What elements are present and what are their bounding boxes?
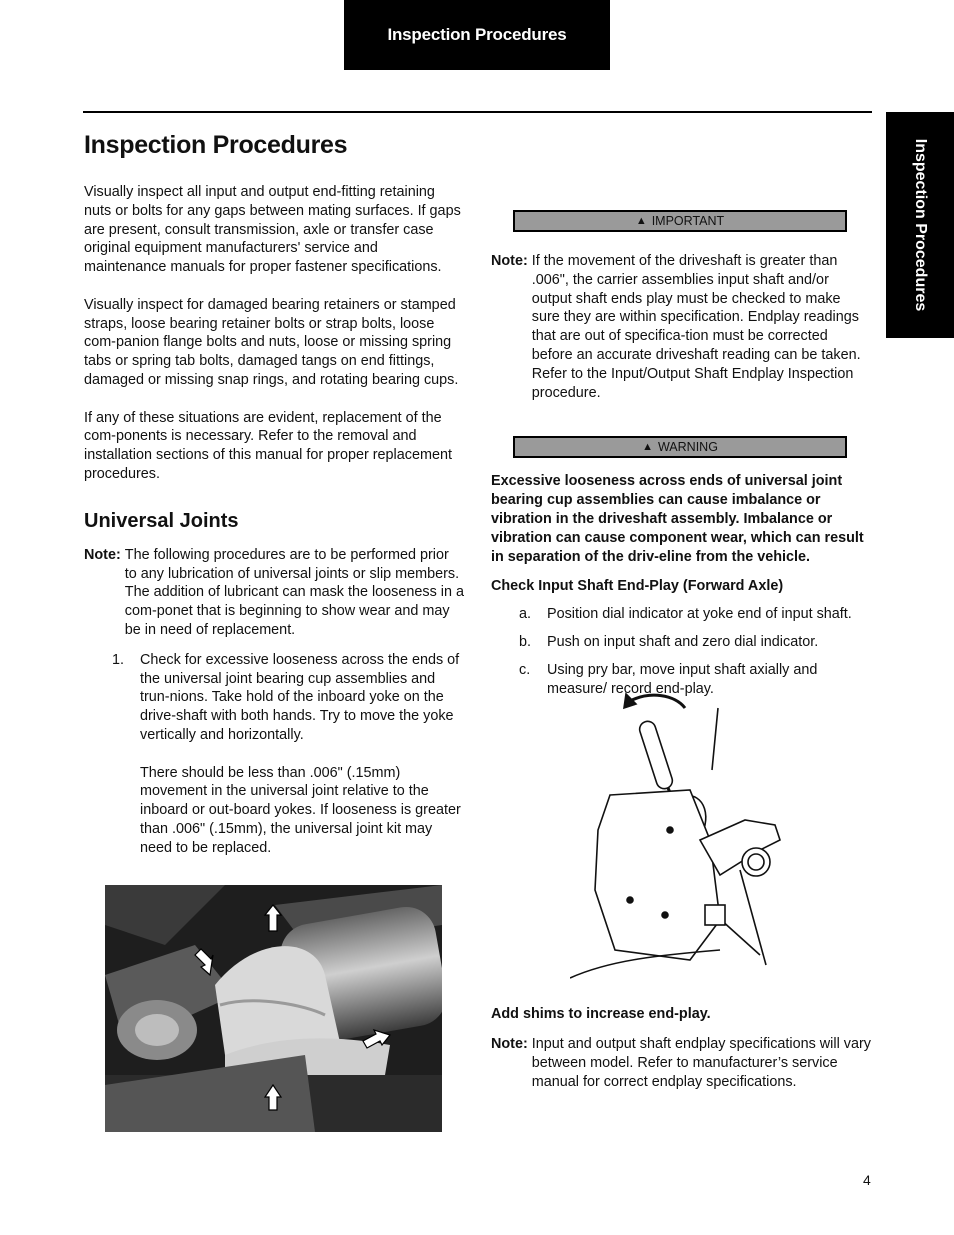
note — [84, 546, 464, 640]
step-item — [84, 651, 464, 877]
step-text: Position dial indicator at yoke end of input shaft. — [547, 606, 852, 623]
side-tab-label: Inspection Procedures — [912, 138, 929, 312]
paragraph: If any of these situations are evident, replacement of the com-ponents is necessary. Refer to the removal and installation sections of this manual for proper replacement procedures. — [84, 409, 452, 482]
section-heading: Universal Joints — [84, 509, 239, 532]
note-label: Note: — [491, 1036, 528, 1053]
top-rule — [83, 111, 872, 113]
note-text: Input and output shaft endplay specifications will vary between model. Refer to manufacturer’s service manual for correct endplay specifications. — [531, 1036, 871, 1090]
step-text: There should be less than .006" (.15mm) movement in the universal joint relative to the inboard or out-board yokes. If looseness is greater than .006" (.15mm), the universal joint kit may need to be replaced. — [140, 764, 461, 856]
step-letter: b. — [519, 633, 532, 650]
universal-joint-photo — [105, 885, 442, 1132]
note-label: Note: — [84, 546, 121, 563]
important-callout — [513, 210, 847, 232]
warning-text: Excessive looseness across ends of universal joint bearing cup assemblies can cause imbalance or vibration in the driveshaft assembly. Imbalance or vibration can cause component wear, which can result in separation of the driv-eline from the vehicle. — [491, 473, 864, 565]
warning-label: WARNING — [657, 439, 718, 454]
paragraph: Visually inspect for damaged bearing retainers or stamped straps, loose bearing retainer bolts or strap bolts, loose com-panion flange bolts and nuts, loose or missing spring tabs or spring tab bolts, damaged tangs on end fittings, damaged or missing snap rings, and rotating bearing cups. — [84, 296, 459, 388]
note-label: Note: — [491, 253, 528, 269]
page-title: Inspection Procedures — [84, 131, 348, 159]
step-text: Using pry bar, move input shaft axially and measure/ record end-play. — [547, 661, 818, 697]
warning-triangle-icon: ▲ — [635, 214, 647, 227]
step-item — [491, 633, 871, 652]
step-letter: a. — [519, 606, 532, 623]
note — [491, 1035, 871, 1091]
page-number: 4 — [863, 1172, 871, 1188]
warning-callout — [513, 436, 847, 458]
paragraph: Visually inspect all input and output end-fitting retaining nuts or bolts for any gaps between mating surfaces. If gaps are present, consult transmission, axle or transfer case original equipment manufacturers' service and maintenance manuals for proper fastener specifications. — [84, 184, 461, 276]
step-number: 1. — [112, 651, 125, 668]
note — [491, 252, 871, 402]
note-text: The following procedures are to be performed prior to any lubrication of universal joints or slip members. The addition of lubricant can mask the looseness in a com-ponet that is beginning to show wear and may be in need of replacement. — [124, 546, 464, 638]
shims-heading: Add shims to increase end-play. — [491, 1006, 711, 1023]
warning-triangle-icon: ▲ — [642, 440, 653, 453]
note-text: If the movement of the driveshaft is greater than .006", the carrier assemblies input shaft and/or output shaft ends play must be checked to make sure they are within specification. Endplay readings that are out of specifica-tion must be corrected before an accurate driveshaft reading can be taken. Refer to the Input/Output Shaft Endplay Inspection procedure. — [531, 253, 861, 401]
check-heading: Check Input Shaft End-Play (Forward Axle) — [491, 578, 784, 595]
dial-indicator-diagram — [570, 690, 790, 980]
side-tab — [886, 112, 954, 338]
step-text: Check for excessive looseness across the ends of the universal joint bearing cup assemblies and trun-nions. Take hold of the inboard yoke on the drive-shaft with both hands. Try to move the yoke vertically and horizontally. — [140, 651, 460, 743]
header-tab — [344, 0, 610, 70]
step-letter: c. — [519, 661, 531, 678]
step-list — [491, 605, 871, 698]
important-label: IMPORTANT — [651, 213, 725, 228]
header-title: Inspection Procedures — [387, 25, 567, 44]
step-item — [491, 605, 871, 624]
step-text: Push on input shaft and zero dial indicator. — [547, 633, 819, 650]
left-column — [84, 128, 464, 876]
